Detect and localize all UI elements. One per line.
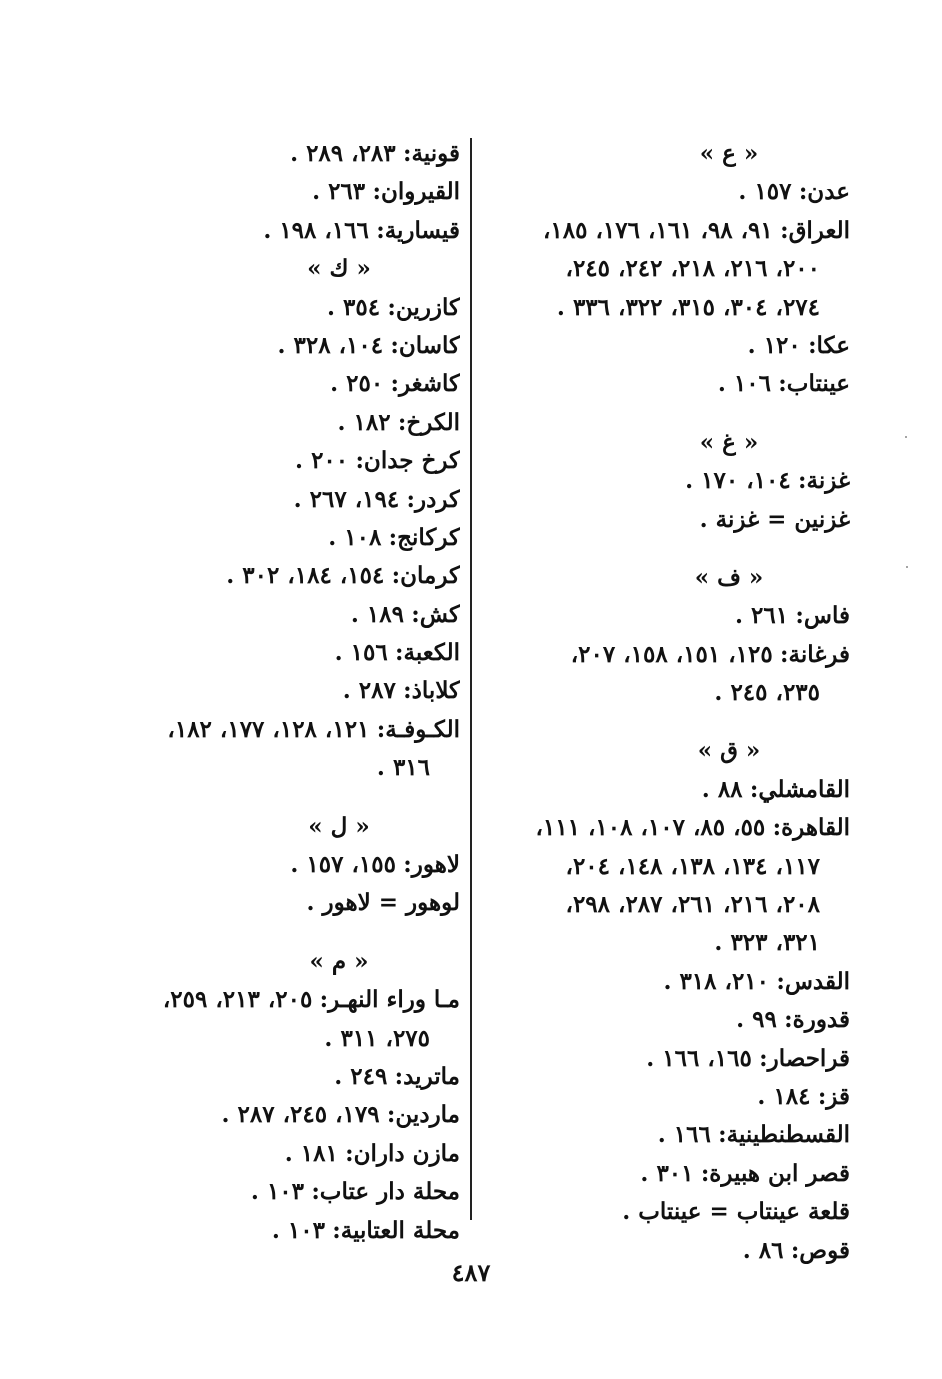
entry-continuation: ٢٠٨، ٢١٦، ٢٦١، ٢٨٧، ٢٩٨، [565, 891, 820, 919]
spacer [98, 788, 460, 808]
entry-pages: ٢٦١ . [735, 602, 789, 630]
letter-heading: « غ » [699, 428, 759, 456]
entry-term: قراحصار: [759, 1044, 850, 1072]
entry-term: كش: [411, 600, 460, 628]
entry-term: عينتاب: [778, 370, 850, 398]
index-entry [488, 1193, 850, 1231]
entry-term: محلة دار عتاب: [311, 1178, 460, 1206]
entry-pages: ١٨٢ . [337, 408, 391, 436]
index-entry [488, 462, 850, 500]
letter-heading: « ف » [694, 563, 764, 591]
entry-continuation: ٣٢١، ٣٢٣ . [714, 929, 820, 957]
index-entry [98, 442, 460, 480]
letter-heading: « ع » [699, 140, 759, 167]
index-entry [98, 365, 460, 403]
entry-term: كاسان: [390, 331, 460, 359]
entry-pages: ١٠٣ . [271, 1216, 325, 1244]
entry-term: ماردين: [386, 1101, 460, 1129]
entry-pages: ٢٤٩ . [334, 1062, 388, 1090]
index-entry [98, 711, 460, 749]
entry-pages: ١٢١، ١٢٨، ١٧٧، ١٨٢، [167, 715, 370, 743]
entry-term: محلة العتابية: [332, 1216, 460, 1244]
entry-pages: ٢٦٣ . [312, 178, 366, 206]
index-entry [488, 771, 850, 809]
entry-term: كلاباذ: [403, 677, 460, 705]
index-entry [98, 557, 460, 595]
entry-pages: ٢١٠، ٣١٨ . [663, 967, 770, 995]
index-entry [488, 365, 850, 403]
index-entry [98, 1212, 460, 1250]
index-entry [98, 519, 460, 557]
index-entry [98, 981, 460, 1019]
entry-continuation: ٢٧٥، ٣١١ . [324, 1024, 430, 1052]
entry-pages: ٩٩ . [736, 1006, 777, 1034]
entry-pages: ١٨٩ . [350, 600, 404, 628]
entry-term: قدورة: [784, 1006, 850, 1034]
index-entry [488, 597, 850, 635]
entry-term: كرخ جدان: [355, 447, 460, 475]
index-entry [98, 1173, 460, 1211]
entry-term: القدس: [776, 967, 850, 995]
spacer [98, 923, 460, 943]
index-entry [488, 636, 850, 674]
index-entry [98, 1096, 460, 1134]
entry-pages: ١٥٧ . [738, 178, 792, 206]
letter-heading: « ل » [308, 812, 370, 840]
scan-speck [906, 566, 908, 568]
entry-term: قصر ابن هبيرة: [700, 1159, 850, 1187]
index-entry [98, 672, 460, 710]
entry-term: قز: [817, 1082, 850, 1110]
entry-pages: ١٠٤، ١٧٠ . [685, 467, 791, 495]
index-column-right [488, 135, 850, 1270]
entry-term: الكـوفـة: [376, 715, 460, 743]
index-entry [98, 596, 460, 634]
entry-continuation: ٣١٦ . [376, 754, 430, 782]
index-entry [488, 809, 850, 847]
entry-pages: ١٥٥، ١٥٧ . [290, 851, 396, 879]
entry-term: الكرخ: [397, 408, 460, 436]
index-entry [98, 846, 460, 884]
entry-term: كاشغر: [390, 370, 460, 398]
index-entry [488, 173, 850, 211]
entry-pages: ١٨١ . [284, 1139, 338, 1167]
index-entry [488, 1001, 850, 1039]
index-entry [98, 327, 460, 365]
entry-term: القامشلي: [749, 775, 850, 803]
entry-term: القسطنطينية: [718, 1121, 850, 1149]
entry-pages: ١٥٦ . [334, 639, 388, 667]
entry-term: قونية: [402, 140, 460, 167]
entry-term: لاهور: [403, 851, 460, 879]
entry-pages: ١٨٤ . [757, 1082, 811, 1110]
column-divider [470, 138, 472, 1220]
entry-pages: ٢٨٣، ٢٨٩ . [290, 140, 396, 167]
entry-term: عدن: [798, 178, 850, 206]
letter-heading: « م » [309, 947, 369, 975]
entry-term: عكا: [808, 331, 850, 359]
index-entry [98, 634, 460, 672]
entry-pages: ٣٥٤ . [327, 293, 381, 321]
entry-pages: ٨٦ . [742, 1236, 784, 1264]
spacer [488, 404, 850, 424]
index-entry [98, 481, 460, 519]
entry-pages: ٢٠٥، ٢١٣، ٢٥٩، [162, 986, 313, 1014]
entry-term: فرغانة: [780, 640, 850, 668]
entry-pages: ١٠٤، ٣٢٨ . [277, 331, 384, 359]
entry-term: غزنة: [798, 467, 850, 495]
entry-term: فاس: [795, 602, 850, 630]
entry-term: القيروان: [372, 178, 460, 206]
entry-term: قلعة عينتاب = عينتاب . [622, 1198, 850, 1226]
entry-pages: ٩١، ٩٨، ١٦١، ١٧٦، ١٨٥، [542, 216, 773, 244]
entry-continuation: ٢٠٠، ٢١٦، ٢١٨، ٢٤٢، ٢٤٥، [565, 255, 820, 283]
entry-pages: ١٦٦ . [657, 1121, 711, 1149]
entry-term: الكعبة: [395, 639, 460, 667]
entry-pages: ٥٥، ٨٥، ١٠٧، ١٠٨، ١١١، [535, 814, 766, 842]
index-entry [98, 404, 460, 442]
index-entry [488, 1116, 850, 1154]
index-entry [488, 1040, 850, 1078]
entry-term: كرمان: [391, 562, 460, 590]
page-number: ٤٨٧ [451, 1258, 491, 1287]
entry-term: كركانج: [388, 523, 460, 551]
letter-heading: « ق » [697, 737, 761, 765]
entry-term: القاهرة: [772, 814, 850, 842]
index-entry [488, 1078, 850, 1116]
entry-pages: ٢٥٠ . [330, 370, 384, 398]
index-entry [98, 289, 460, 327]
entry-pages: ١٧٩، ٢٤٥، ٢٨٧ . [221, 1101, 380, 1129]
entry-pages: ٣٠١ . [640, 1159, 694, 1187]
index-entry [488, 963, 850, 1001]
entry-term: قيسارية: [376, 216, 460, 244]
index-column-left [98, 135, 460, 1250]
index-entry [488, 501, 850, 539]
entry-pages: ١٠٨ . [328, 523, 382, 551]
index-entry [488, 212, 850, 250]
entry-term: لوهور = لاهور . [306, 889, 460, 917]
spacer [488, 539, 850, 559]
entry-continuation: ٢٣٥، ٢٤٥ . [714, 679, 820, 707]
entry-term: مازن داران: [345, 1139, 460, 1167]
entry-pages: ٢٨٧ . [342, 677, 396, 705]
entry-pages: ١٦٥، ١٦٦ . [646, 1044, 752, 1072]
entry-pages: ١٠٦ . [717, 370, 771, 398]
index-entry [98, 135, 460, 173]
entry-pages: ١٠٣ . [250, 1178, 304, 1206]
entry-continuation: ٢٧٤، ٣٠٤، ٣١٥، ٣٢٢، ٣٣٦ . [556, 293, 820, 321]
entry-pages: ٢٠٠ . [295, 447, 349, 475]
entry-term: ماتريد: [394, 1062, 460, 1090]
entry-pages: ١٢٠ . [747, 331, 801, 359]
entry-continuation: ١١٧، ١٣٤، ١٣٨، ١٤٨، ٢٠٤، [565, 852, 820, 880]
entry-term: العراق: [780, 216, 850, 244]
entry-term: قوص: [790, 1236, 850, 1264]
scan-speck [905, 436, 907, 438]
index-entry [98, 173, 460, 211]
index-entry [98, 884, 460, 922]
spacer [488, 712, 850, 732]
letter-heading: « ك » [307, 255, 371, 283]
index-entry [98, 1135, 460, 1173]
index-entry [98, 1058, 460, 1096]
entry-term: كردر: [406, 485, 460, 513]
entry-term: غزنين = غزنة . [699, 505, 850, 533]
entry-term: مـا وراء النهـر: [319, 986, 460, 1014]
index-entry [488, 327, 850, 365]
entry-pages: ١٦٦، ١٩٨ . [263, 216, 369, 244]
index-entry [98, 212, 460, 250]
entry-term: كازرين: [387, 293, 460, 321]
entry-pages: ٨٨ . [701, 775, 743, 803]
entry-pages: ١٢٥، ١٥١، ١٥٨، ٢٠٧، [570, 640, 773, 668]
entry-pages: ١٥٤، ١٨٤، ٣٠٢ . [226, 562, 385, 590]
entry-pages: ١٩٤، ٢٦٧ . [293, 485, 400, 513]
index-entry [488, 1155, 850, 1193]
